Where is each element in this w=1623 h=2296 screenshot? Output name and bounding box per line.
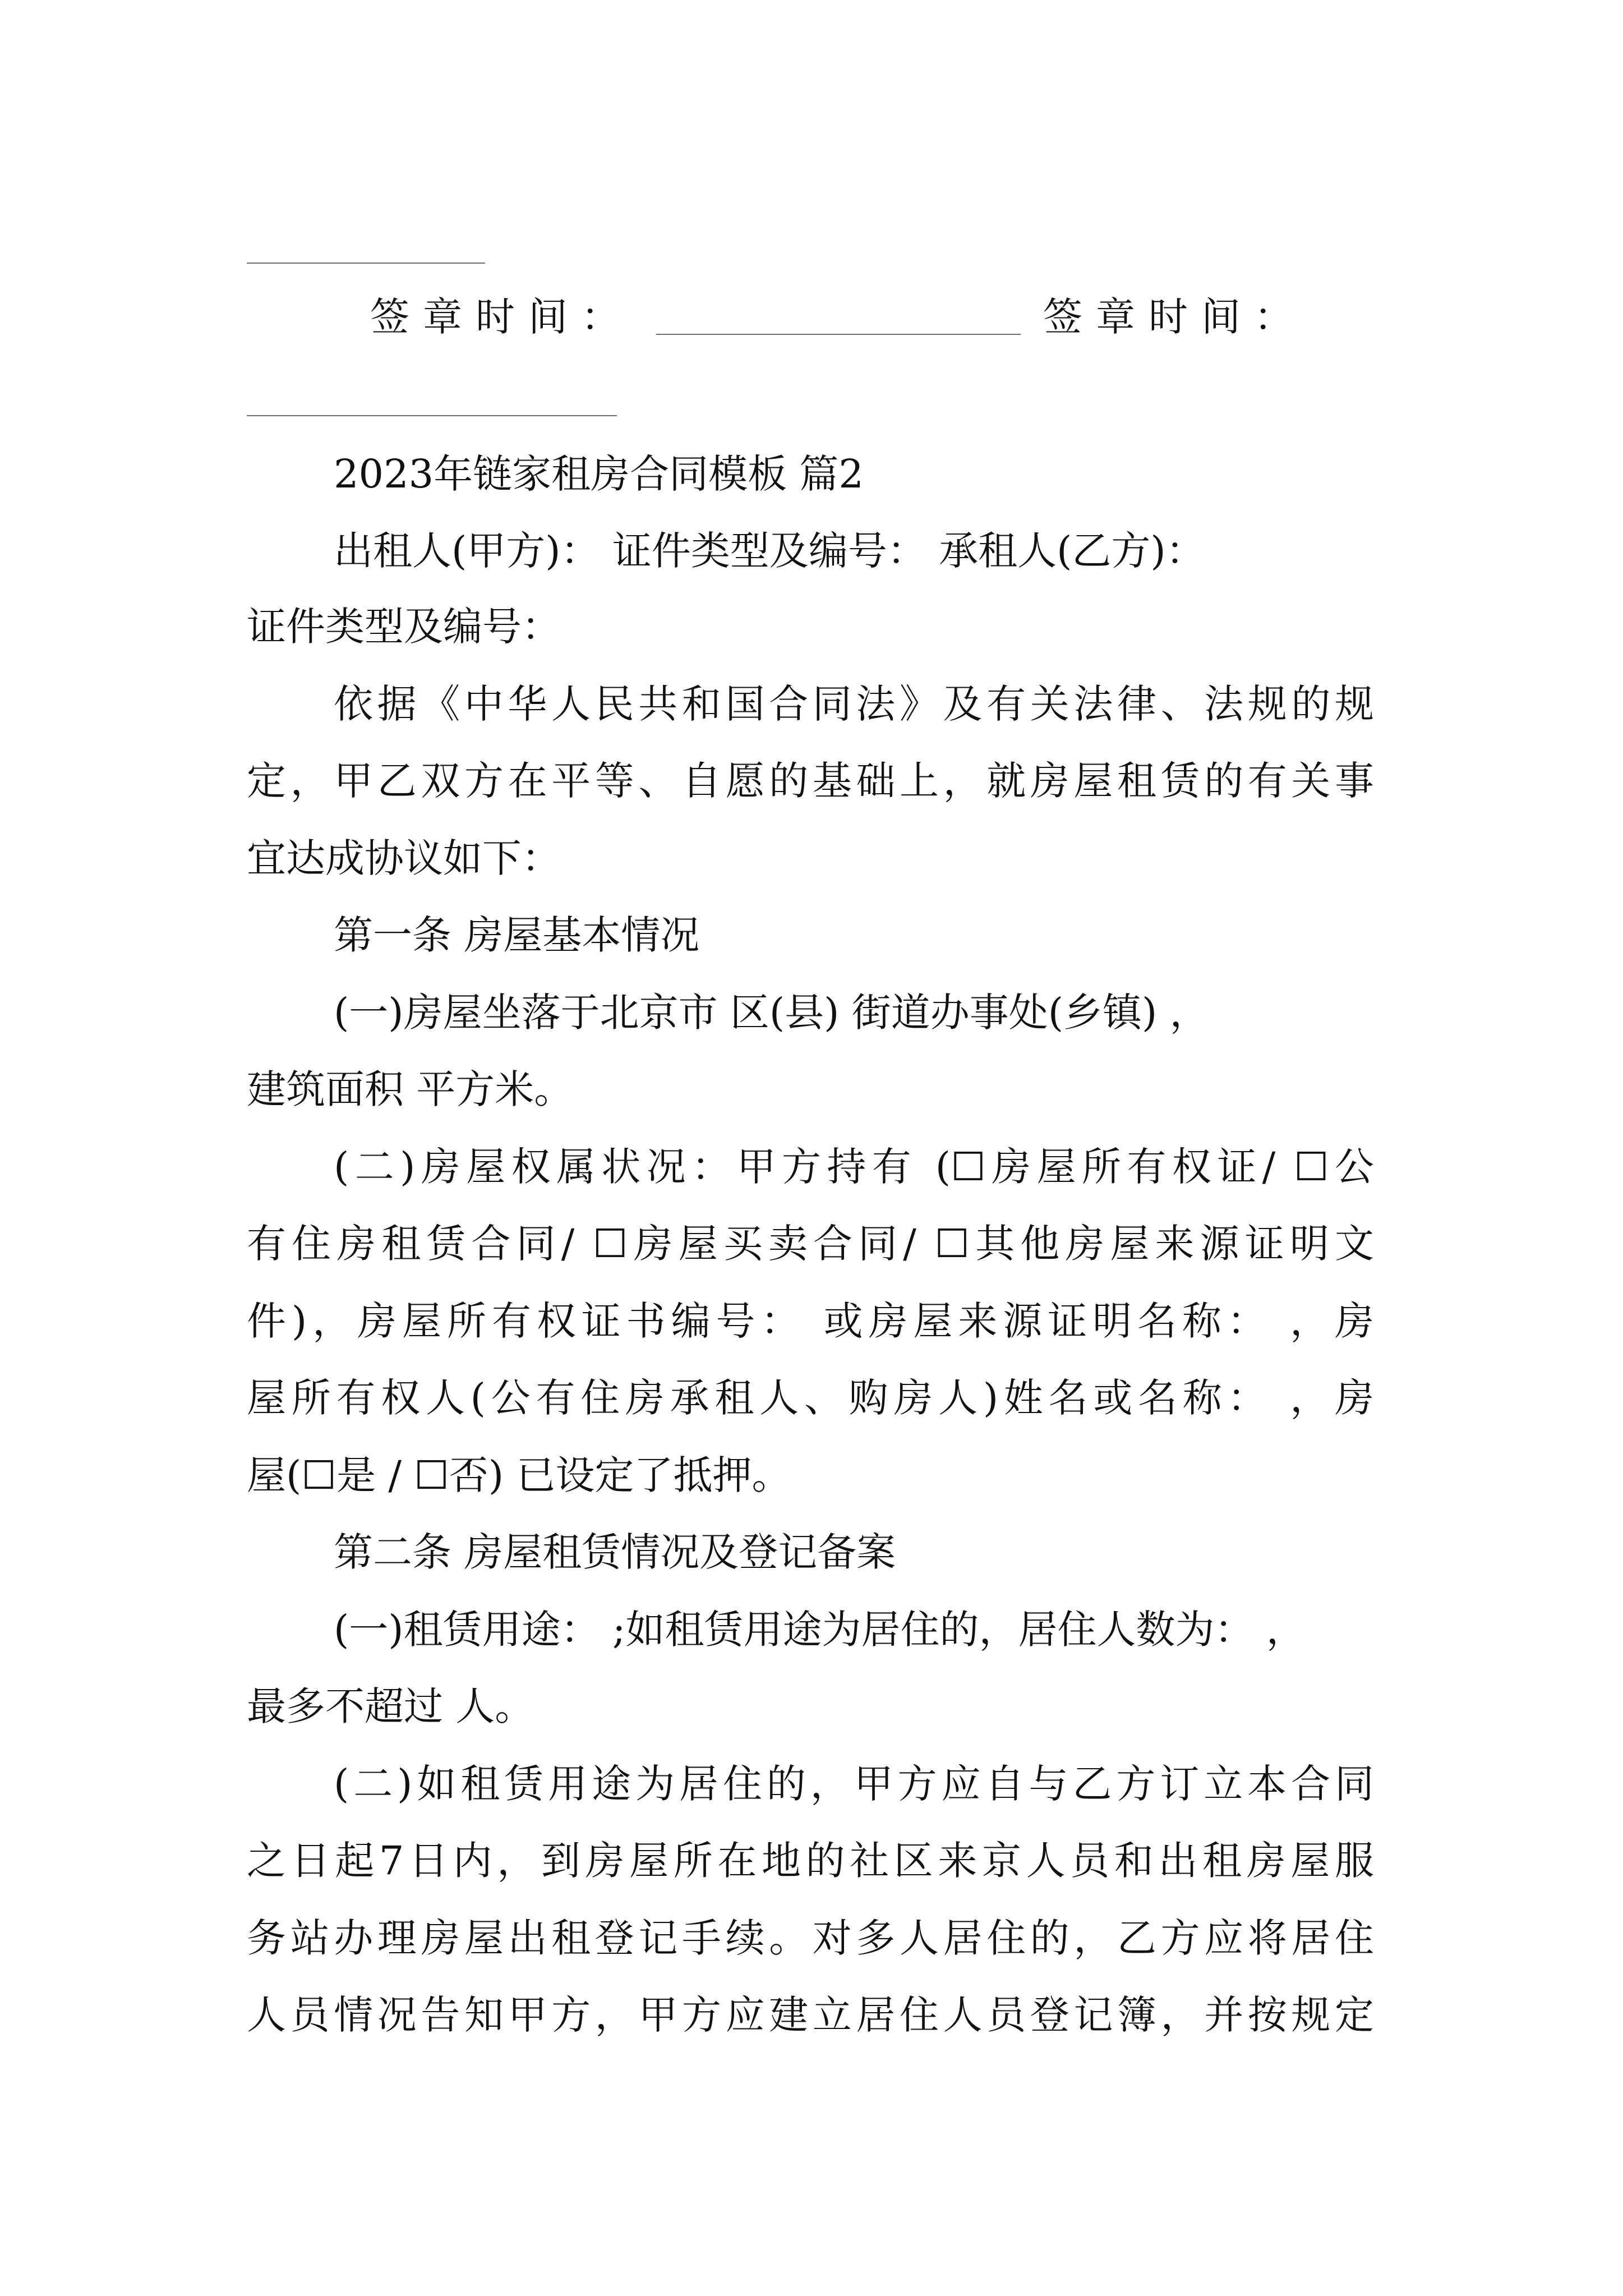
paragraph-line: (一)房屋坐落于北京市 区(县) 街道办事处(乡镇) ， bbox=[334, 990, 1209, 1036]
paragraph-line: 宜达成协议如下： bbox=[247, 835, 561, 881]
paragraph-line: 最多不超过 人。 bbox=[247, 1683, 534, 1729]
paragraph-line: 出租人(甲方)： 证件类型及编号： 承租人(乙方)： bbox=[334, 528, 1205, 574]
signature-time-blank bbox=[656, 295, 1021, 335]
paragraph-line: 人员情况告知甲方，甲方应建立居住人员登记簿，并按规定 bbox=[247, 1992, 1374, 2038]
paragraph-line: 屋(☐是 / ☐否) 已设定了抵押。 bbox=[247, 1452, 791, 1498]
article-heading-2: 第二条 房屋租赁情况及登记备案 bbox=[334, 1529, 896, 1575]
signature-time-row bbox=[370, 292, 1307, 342]
paragraph-line: 证件类型及编号： bbox=[247, 604, 561, 650]
paragraph-line: 件)，房屋所有权证书编号： 或房屋来源证明名称： ，房 bbox=[247, 1298, 1374, 1344]
paragraph-line: 依据《中华人民共和国合同法》及有关法律、法规的规 bbox=[334, 681, 1374, 727]
signature-time-label-right: 签章时间： bbox=[1043, 294, 1307, 340]
signature-time-label-left: 签章时间： bbox=[370, 294, 634, 340]
paragraph-line: 建筑面积 平方米。 bbox=[247, 1066, 574, 1112]
paragraph-line: (二)如租赁用途为居住的，甲方应自与乙方订立本合同 bbox=[334, 1761, 1374, 1807]
paragraph-line: (二)房屋权属状况：甲方持有 (☐房屋所有权证/ ☐公 bbox=[334, 1144, 1374, 1190]
paragraph-line: 屋所有权人(公有住房承租人、购房人)姓名或名称： ，房 bbox=[247, 1375, 1374, 1421]
paragraph-line: 定，甲乙双方在平等、自愿的基础上，就房屋租赁的有关事 bbox=[247, 758, 1374, 804]
document-heading: 2023年链家租房合同模板 篇2 bbox=[334, 451, 864, 497]
paragraph-line: 有住房租赁合同/ ☐房屋买卖合同/ ☐其他房屋来源证明文 bbox=[247, 1221, 1374, 1267]
underline-fragment-bottom bbox=[247, 415, 617, 416]
paragraph-line: (一)租赁用途： ;如租赁用途为居住的，居住人数为： ， bbox=[334, 1607, 1306, 1653]
paragraph-line: 之日起7日内，到房屋所在地的社区来京人员和出租房屋服 bbox=[247, 1838, 1374, 1884]
underline-fragment-top bbox=[247, 263, 485, 264]
paragraph-line: 务站办理房屋出租登记手续。对多人居住的，乙方应将居住 bbox=[247, 1915, 1374, 1961]
article-heading-1: 第一条 房屋基本情况 bbox=[334, 912, 700, 958]
